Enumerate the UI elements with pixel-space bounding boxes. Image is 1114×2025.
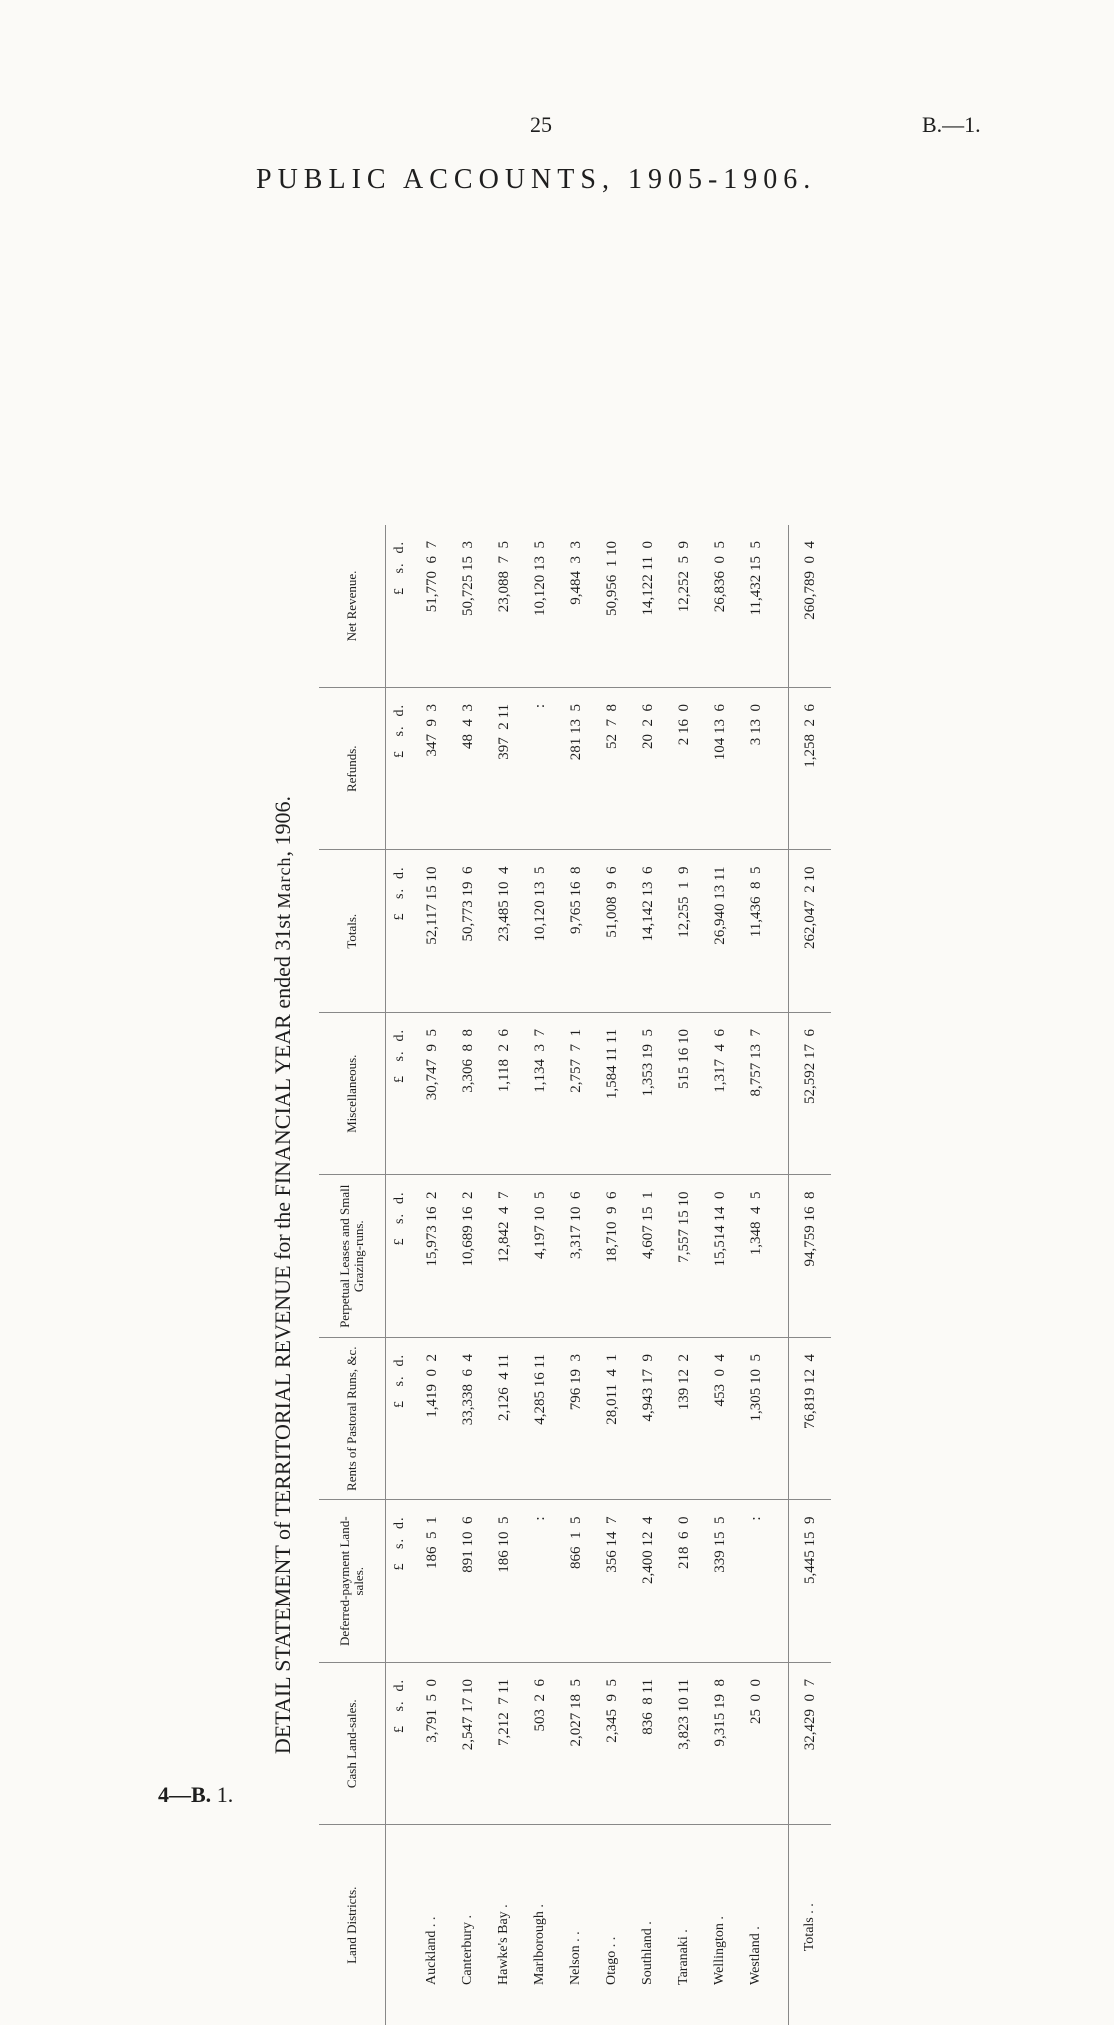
header-rents-pastoral: Rents of Pastoral Runs, &c. [319,1338,386,1501]
leader-dots: . . [568,1931,583,1946]
table-header-row [319,525,386,2025]
cell-totals: 10,120 13 5 [522,850,558,1013]
cell-miscellaneous: 2,757 7 1 [558,1013,594,1176]
units-row [386,525,415,2025]
cell-net-revenue: 23,088 7 5 [486,525,522,688]
district-name: Hawke's Bay [496,1911,511,1985]
cell-cash-land-sales: 2,547 17 10 [450,1663,486,1826]
cell-rents-pastoral: 1,305 10 5 [738,1338,774,1501]
cell-totals: 12,255 1 9 [666,850,702,1013]
units-label: £ s. d. [386,1175,415,1338]
cell-miscellaneous: 1,118 2 6 [486,1013,522,1176]
cell-rents-pastoral: 139 12 2 [666,1338,702,1501]
totals-label [789,1825,832,2025]
table-row [450,525,486,2025]
cell-perpetual-leases: 4,197 10 5 [522,1175,558,1338]
units-label: £ s. d. [386,1500,415,1663]
cell-refunds: 3 13 0 [738,688,774,851]
district-cell [558,1825,594,2025]
cell-miscellaneous: 30,747 9 5 [414,1013,450,1176]
district-name: Taranaki [676,1936,691,1985]
cell-totals: 26,940 13 11 [702,850,738,1013]
cell-refunds: 347 9 3 [414,688,450,851]
district-name: Nelson [568,1945,583,1985]
cell-totals: 14,142 13 6 [630,850,666,1013]
cell-totals: 51,008 9 6 [594,850,630,1013]
leader-dots: . . [604,1936,619,1951]
total-cash-land-sales: 32,429 0 7 [789,1663,832,1826]
cell-deferred-payment: 218 6 0 [666,1500,702,1663]
table-row [486,525,522,2025]
cell-net-revenue: 14,122 11 0 [630,525,666,688]
header-perpetual-leases: Perpetual Leases and Small Grazing-runs. [319,1175,386,1338]
cell-net-revenue: 26,836 0 5 [702,525,738,688]
cell-cash-land-sales: 2,027 18 5 [558,1663,594,1826]
cell-deferred-payment: 186 10 5 [486,1500,522,1663]
totals-label-text: Totals [802,1917,817,1952]
cell-cash-land-sales: 503 2 6 [522,1663,558,1826]
page-title: PUBLIC ACCOUNTS, 1905-1906. [256,164,817,195]
cell-rents-pastoral: 28,011 4 1 [594,1338,630,1501]
cell-totals: 23,485 10 4 [486,850,522,1013]
cell-rents-pastoral: 4,285 16 11 [522,1338,558,1501]
cell-refunds: 20 2 6 [630,688,666,851]
cell-perpetual-leases: 12,842 4 7 [486,1175,522,1338]
cell-deferred-payment: : [522,1500,558,1663]
total-rents-pastoral: 76,819 12 4 [789,1338,832,1501]
cell-cash-land-sales: 2,345 9 5 [594,1663,630,1826]
cell-perpetual-leases: 4,607 15 1 [630,1175,666,1338]
district-name: Wellington [712,1923,727,1985]
district-cell [594,1825,630,2025]
statement-title [265,525,301,2025]
district-cell [630,1825,666,2025]
cell-refunds: 104 13 6 [702,688,738,851]
cell-perpetual-leases: 10,689 16 2 [450,1175,486,1338]
header-cash-land-sales: Cash Land-sales. [319,1663,386,1826]
cell-miscellaneous: 8,757 13 7 [738,1013,774,1176]
header-totals: Totals. [319,850,386,1013]
cell-totals: 50,773 19 6 [450,850,486,1013]
district-name: Otago [604,1950,619,1985]
footer-code [158,1782,233,1808]
cell-cash-land-sales: 836 8 11 [630,1663,666,1826]
cell-net-revenue: 9,484 3 3 [558,525,594,688]
leader-dots: . [460,1915,475,1923]
cell-net-revenue: 50,725 15 3 [450,525,486,688]
totals-row [789,525,832,2025]
cell-miscellaneous: 1,134 3 7 [522,1013,558,1176]
cell-cash-land-sales: 7,212 7 11 [486,1663,522,1826]
cell-perpetual-leases: 1,348 4 5 [738,1175,774,1338]
table-row [594,525,630,2025]
cell-miscellaneous: 1,353 19 5 [630,1013,666,1176]
cell-rents-pastoral: 453 0 4 [702,1338,738,1501]
cell-deferred-payment: 891 10 6 [450,1500,486,1663]
units-label: £ s. d. [386,1338,415,1501]
cell-deferred-payment: 866 1 5 [558,1500,594,1663]
footer-code-rest: 1. [211,1782,234,1807]
cell-deferred-payment: : [738,1500,774,1663]
cell-perpetual-leases: 3,317 10 6 [558,1175,594,1338]
leader-dots: . [532,1904,547,1912]
cell-net-revenue: 10,120 13 5 [522,525,558,688]
total-totals: 262,047 2 10 [789,850,832,1013]
cell-perpetual-leases: 15,514 14 0 [702,1175,738,1338]
header-refunds: Refunds. [319,688,386,851]
cell-miscellaneous: 1,317 4 6 [702,1013,738,1176]
cell-deferred-payment: 356 14 7 [594,1500,630,1663]
cell-cash-land-sales: 3,791 5 0 [414,1663,450,1826]
district-name: Westland [748,1933,763,1985]
page-number: 25 [530,112,552,137]
cell-net-revenue: 12,252 5 9 [666,525,702,688]
cell-refunds: 397 2 11 [486,688,522,851]
header-miscellaneous: Miscellaneous. [319,1013,386,1176]
cell-cash-land-sales: 3,823 10 11 [666,1663,702,1826]
leader-dots: . [496,1904,511,1912]
district-cell [522,1825,558,2025]
total-miscellaneous: 52,592 17 6 [789,1013,832,1176]
units-label: £ s. d. [386,850,415,1013]
cell-refunds: 2 16 0 [666,688,702,851]
leader-dots: . [640,1921,655,1929]
district-name: Southland [640,1928,655,1985]
district-cell [486,1825,522,2025]
rotated-statement [265,525,905,2025]
header-deferred-payment: Deferred-payment Land-sales. [319,1500,386,1663]
revenue-table [319,525,831,2025]
units-label: £ s. d. [386,688,415,851]
leader-dots: . [748,1926,763,1934]
cell-totals: 9,765 16 8 [558,850,594,1013]
district-name: Auckland [424,1930,439,1985]
cell-rents-pastoral: 4,943 17 9 [630,1338,666,1501]
cell-miscellaneous: 3,306 8 8 [450,1013,486,1176]
leader-dots: . [712,1916,727,1924]
district-cell [414,1825,450,2025]
cell-totals: 11,436 8 5 [738,850,774,1013]
units-label: £ s. d. [386,525,415,688]
header-net-revenue: Net Revenue. [319,525,386,688]
cell-rents-pastoral: 796 19 3 [558,1338,594,1501]
cell-refunds: 52 7 8 [594,688,630,851]
district-cell [738,1825,774,2025]
cell-perpetual-leases: 7,557 15 10 [666,1175,702,1338]
cell-rents-pastoral: 33,338 6 4 [450,1338,486,1501]
footer-code-bold: 4—B. [158,1782,212,1807]
statement-title-month: March [274,856,294,909]
header-land-districts: Land Districts. [319,1825,386,2025]
total-deferred-payment: 5,445 15 9 [789,1500,832,1663]
table-row [414,525,450,2025]
leader-dots: . [676,1929,691,1937]
cell-cash-land-sales: 9,315 19 8 [702,1663,738,1826]
district-name: Canterbury [460,1922,475,1985]
cell-deferred-payment: 186 5 1 [414,1500,450,1663]
cell-miscellaneous: 1,584 11 11 [594,1013,630,1176]
district-cell [450,1825,486,2025]
table-row [630,525,666,2025]
table-row [738,525,774,2025]
cell-totals: 52,117 15 10 [414,850,450,1013]
cell-rents-pastoral: 2,126 4 11 [486,1338,522,1501]
cell-refunds: 48 4 3 [450,688,486,851]
totals-leader-dots: . . [802,1903,817,1918]
cell-refunds: : [522,688,558,851]
table-row [558,525,594,2025]
cell-net-revenue: 50,956 1 10 [594,525,630,688]
leader-dots: . . [424,1916,439,1931]
total-perpetual-leases: 94,759 16 8 [789,1175,832,1338]
statement-title-main: DETAIL STATEMENT of TERRITORIAL REVENUE for the FINANCIAL YEAR ended 31st [270,913,295,1755]
units-label: £ s. d. [386,1663,415,1826]
cell-deferred-payment: 339 15 5 [702,1500,738,1663]
cell-net-revenue: 11,432 15 5 [738,525,774,688]
table-row [666,525,702,2025]
cell-deferred-payment: 2,400 12 4 [630,1500,666,1663]
cell-rents-pastoral: 1,419 0 2 [414,1338,450,1501]
district-cell [666,1825,702,2025]
district-name: Marlborough [532,1911,547,1985]
table-row [702,525,738,2025]
total-net-revenue: 260,789 0 4 [789,525,832,688]
total-refunds: 1,258 2 6 [789,688,832,851]
units-label: £ s. d. [386,1013,415,1176]
cell-perpetual-leases: 15,973 16 2 [414,1175,450,1338]
district-cell [702,1825,738,2025]
cell-refunds: 281 13 5 [558,688,594,851]
cell-cash-land-sales: 25 0 0 [738,1663,774,1826]
cell-net-revenue: 51,770 6 7 [414,525,450,688]
cell-perpetual-leases: 18,710 9 6 [594,1175,630,1338]
table-row [522,525,558,2025]
report-code: B.—1. [922,112,981,137]
cell-miscellaneous: 515 16 10 [666,1013,702,1176]
statement-title-year: , 1906. [270,795,295,857]
